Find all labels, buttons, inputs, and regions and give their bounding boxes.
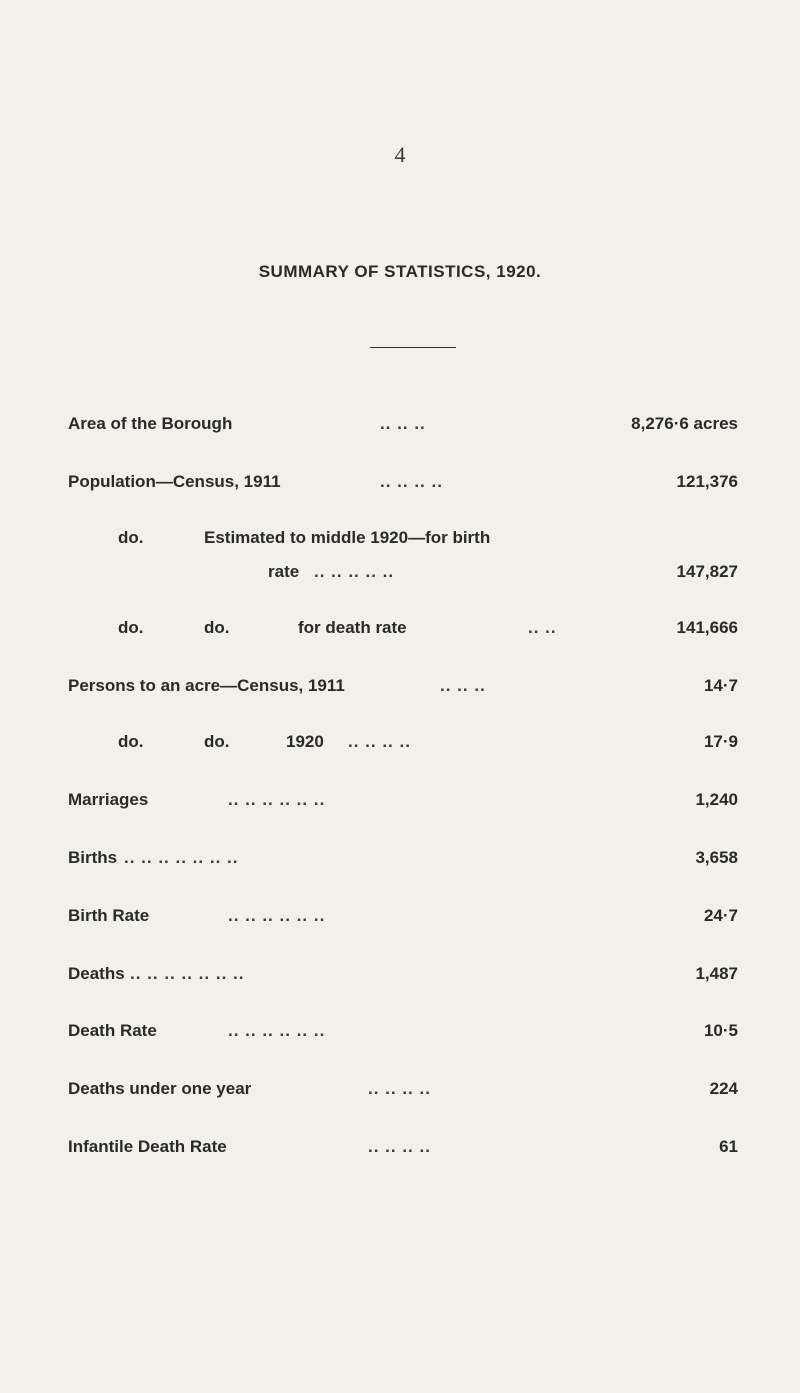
leader-dots: .. .. .. .. .. .. .. [130, 964, 245, 983]
row-value: 3,658 [695, 848, 738, 867]
leader-dots: .. .. .. [440, 676, 486, 695]
row-label: Marriages [68, 790, 149, 809]
row-label-ditto: do. [204, 618, 230, 637]
leader-dots: .. .. .. .. [368, 1137, 431, 1156]
row-label: Deaths [68, 964, 125, 983]
row-value: 224 [709, 1079, 738, 1098]
page-number: 4 [394, 142, 406, 167]
row-label: Infantile Death Rate [68, 1137, 227, 1156]
row-value: 17·9 [703, 732, 738, 751]
leader-dots: .. .. .. [380, 414, 426, 433]
row-value: 147,827 [676, 562, 738, 581]
row-value: 10·5 [703, 1021, 738, 1040]
row-label-ditto: do. [118, 618, 144, 637]
row-label: Death Rate [68, 1021, 157, 1040]
row-label: Persons to an acre—Census, 1911 [68, 676, 345, 695]
row-label: Deaths under one year [68, 1079, 252, 1098]
row-label-ditto: do. [204, 732, 230, 751]
leader-dots: .. .. .. .. .. .. [228, 1021, 326, 1040]
page-title: SUMMARY OF STATISTICS, 1920. [258, 262, 542, 281]
row-label: Population—Census, 1911 [68, 472, 281, 491]
row-label: Estimated to middle 1920—for birth [204, 528, 491, 547]
row-value: 24·7 [703, 906, 738, 925]
leader-dots: .. .. .. .. .. .. .. [124, 848, 239, 867]
row-value: 141,666 [676, 618, 738, 637]
row-label: Birth Rate [68, 906, 150, 925]
leader-dots: .. .. .. .. .. [314, 562, 395, 581]
row-label: Area of the Borough [68, 414, 233, 433]
leader-dots: .. .. .. .. [348, 732, 411, 751]
leader-dots: .. .. [528, 618, 557, 637]
row-label-ditto: do. [118, 732, 144, 751]
row-label-ditto: do. [118, 528, 144, 547]
row-value: 1,487 [695, 964, 738, 983]
leader-dots: .. .. .. .. [368, 1079, 431, 1098]
row-value: 14·7 [703, 676, 738, 695]
leader-dots: .. .. .. .. .. .. [228, 906, 326, 925]
row-label: 1920 [286, 732, 324, 751]
leader-dots: .. .. .. .. .. .. [228, 790, 326, 809]
row-label-continued: rate [268, 562, 300, 581]
row-value: 121,376 [676, 472, 738, 491]
row-value: 61 [719, 1137, 738, 1156]
row-value: 1,240 [695, 790, 738, 809]
row-label: for death rate [298, 618, 407, 637]
title-divider [370, 347, 456, 348]
leader-dots: .. .. .. .. [380, 472, 443, 491]
row-label: Births [68, 848, 118, 867]
row-value: 8,276·6 acres [631, 414, 738, 433]
